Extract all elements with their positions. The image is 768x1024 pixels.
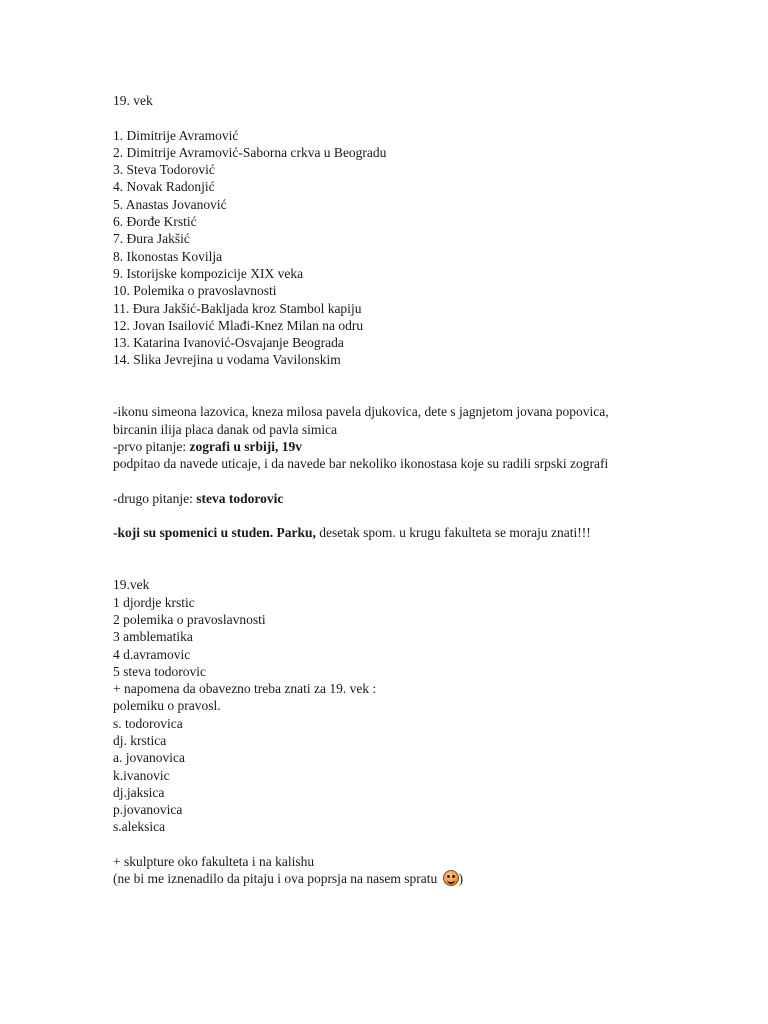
- list-item: + napomena da obavezno treba znati za 19. vek :: [113, 681, 377, 697]
- list-item: s. todorovica: [113, 715, 183, 731]
- list-item: 2 polemika o pravoslavnosti: [113, 611, 266, 627]
- list-item: 5. Anastas Jovanović: [113, 196, 227, 212]
- paragraph-line: bircanin ilija placa danak od pavla simica: [113, 421, 338, 437]
- paragraph-line: podpitao da navede uticaje, i da navede bar nekoliko ikonostasa koje su radili srpski zografi: [113, 456, 609, 472]
- list-item: 1 djordje krstic: [113, 594, 195, 610]
- question-2-topic: steva todorovic: [196, 490, 284, 506]
- question-1-topic: zografi u srbiji, 19v: [189, 438, 302, 454]
- section1-heading: 19. vek: [113, 93, 153, 108]
- question-2-prefix: -drugo pitanje:: [113, 490, 197, 506]
- question-3: [113, 524, 713, 541]
- list-item: dj.jaksica: [113, 784, 165, 800]
- closing-paren: ): [458, 871, 464, 887]
- list-item: 5 steva todorovic: [113, 663, 206, 679]
- question-3-topic: -koji su spomenici u studen. Parku,: [113, 525, 316, 541]
- document-body: [113, 92, 713, 888]
- section3-heading: 19.vek: [113, 577, 150, 593]
- list-item: 10. Polemika o pravoslavnosti: [113, 283, 277, 299]
- list-item: 14. Slika Jevrejina u vodama Vavilonskim: [113, 352, 341, 368]
- list-item: a. jovanovica: [113, 750, 185, 766]
- list-item: 1. Dimitrije Avramović: [113, 127, 239, 143]
- list-item: 4. Novak Radonjić: [113, 179, 215, 195]
- list-item: p.jovanovica: [113, 802, 183, 818]
- list-item: 6. Đorđe Krstić: [113, 214, 197, 230]
- list-item: polemiku o pravosl.: [113, 698, 221, 714]
- list-item: 13. Katarina Ivanović-Osvajanje Beograda: [113, 335, 344, 351]
- list-item: 2. Dimitrije Avramović-Saborna crkva u Beogradu: [113, 144, 387, 160]
- list-item: 4 d.avramovic: [113, 646, 191, 662]
- list-item: k.ivanovic: [113, 767, 170, 783]
- list-item: 9. Istorijske kompozicije XIX veka: [113, 265, 304, 281]
- smiley-icon: [443, 870, 459, 886]
- list-item: 8. Ikonostas Kovilja: [113, 248, 223, 264]
- closing-remark: [113, 870, 713, 887]
- list-item: dj. krstica: [113, 732, 167, 748]
- list-item: 11. Đura Jakšić-Bakljada kroz Stambol kapiju: [113, 300, 362, 316]
- closing-remark-text: (ne bi me iznenadilo da pitaju i ova poprsja na nasem spratu: [113, 871, 441, 887]
- paragraph-line: -ikonu simeona lazovica, kneza milosa pavela djukovica, dete s jagnjetom jovana popovica,: [113, 404, 609, 420]
- question-3-rest: desetak spom. u krugu fakulteta se moraju znati!!!: [315, 525, 591, 541]
- paragraph-line: + skulpture oko fakulteta i na kalishu: [113, 854, 315, 870]
- section1-list: [113, 127, 713, 369]
- list-item: 7. Đura Jakšić: [113, 231, 190, 247]
- list-item: 12. Jovan Isailović Mlađi-Knez Milan na odru: [113, 317, 364, 333]
- section3-list: [113, 594, 713, 836]
- question-1-prefix: -prvo pitanje:: [113, 438, 190, 454]
- question-2: [113, 490, 713, 507]
- list-item: 3. Steva Todorović: [113, 162, 215, 178]
- question-1: [113, 438, 713, 455]
- list-item: s.aleksica: [113, 819, 166, 835]
- list-item: 3 amblematika: [113, 629, 193, 645]
